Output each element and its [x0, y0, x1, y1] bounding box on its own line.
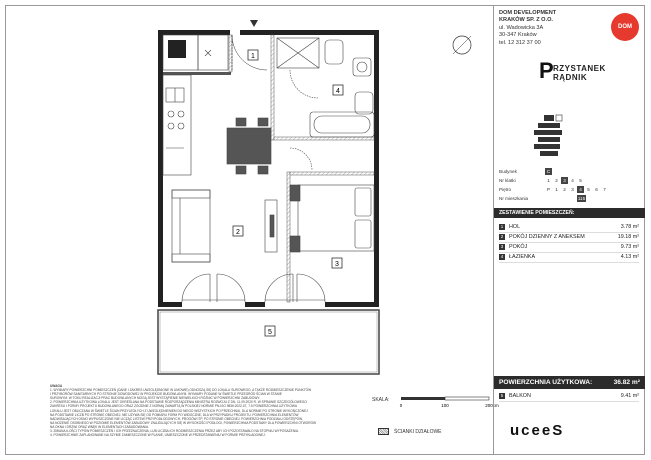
balcony [158, 310, 379, 374]
building-value: C [546, 169, 551, 174]
room-number: 1 [500, 224, 504, 229]
unit-value: 115 [577, 196, 586, 201]
legal-notes [50, 384, 355, 437]
developer-phone: tel. 12 312 37 00 [499, 39, 541, 46]
room-number: 4 [500, 254, 504, 259]
floor-option: 7 [603, 187, 606, 192]
room-name: POKÓJ [509, 244, 528, 250]
balcony-name: BALKON [509, 393, 531, 399]
developer-address-2: 30-347 Kraków [499, 32, 537, 39]
building-key-plan [524, 113, 584, 163]
floor-option: P [546, 187, 551, 192]
unit-row [499, 195, 639, 203]
stairwell-option: 5 [579, 178, 582, 183]
walls-legend [378, 428, 442, 435]
stairwell-row [499, 177, 639, 185]
notes-heading: UWAGA [50, 384, 63, 388]
plan-label-2: 2 [236, 229, 240, 236]
room-area: 3.78 m² [620, 224, 639, 230]
room-number: 2 [500, 234, 504, 239]
rooms-title: ZESTAWIENIE POMIESZCZEŃ: [494, 208, 645, 218]
notes-line: SUROWYM. W TOKU REALIZACJI PRAC BUDOWLANYCH MOGĄ JEST WYSTĄPIENIE NIEWIELKICH RÓŻNIC W POWIERZCHNI ZABUDOWY. [50, 396, 260, 401]
scale-tick-0: 0 [399, 403, 403, 408]
developer-logo: DOM [611, 13, 639, 41]
developer-info [499, 10, 556, 47]
notes-line: NA NOŻENIE OSOBNEGO W POZIOMIE ELEMENTÓW ZABUDOWY ZNAJDUJĄCYCH SIĘ W WYSOKOŚCI PODŁOGI, POWIERZCHNIA PODSTAWY DLA POWIERZCHNI OTWORÓW [50, 420, 317, 425]
notes-line: 4. POWIERZCHNIE ZAPLANOWANE NA SZYBIE ZAMIESZCZONE W PLANIE, UMIESZCZONE W PRZEDSTAWIENIU W FORMIE PRZYKŁADOWEJ. [50, 433, 266, 438]
notes-line: 3. ZMIANA ILOŚCI TYPÓW POMIESZCZEŃ I ICH PRZEZNACZENIA, LUB LICZBA ICH ROZMIESZCZENIA PRZEZ ABY ICH POZOSTAWAŁO NA STOPNIU WYPOSAŻENIA. [50, 429, 299, 434]
room-name: POKÓJ DZIENNY Z ANEKSEM [509, 234, 585, 240]
room-area: 4.13 m² [620, 254, 639, 260]
scale-tick-200: 200cm [485, 403, 499, 408]
stairwell-option: 4 [571, 178, 574, 183]
balcony-row [499, 392, 639, 402]
plan-label-5: 5 [268, 329, 272, 336]
unit-label: Nr mieszkania [499, 196, 529, 201]
floor-label: Piętro [499, 187, 512, 192]
scale-graphic [396, 395, 506, 409]
floor-option: 2 [563, 187, 566, 192]
plan-label-4: 4 [336, 88, 340, 95]
floor-option-selected: 4 [577, 186, 584, 193]
hatch-swatch [378, 428, 389, 435]
bed [290, 185, 374, 252]
usable-area [494, 376, 645, 389]
notes-line: NADWISAJĄCYCH OKNO WYPUSZCZONE NIE LICZĄC LISTEW PRZYPODŁOGOWYCH, PROGÓW ITP. PO STRONIE OBECNEJ. POWIERZCHNIA PODZIAŁU ODSTĘPÓW, [50, 416, 303, 421]
walls-legend-label: ŚCIANKI DZIAŁOWE [394, 428, 442, 435]
notes-line: I PRZYBORÓW SANITARNYCH PO STRONIE DOWODOWEJ W PROJEKCIE BUDOWLANYM. WYMIARY PODANE W ŚWIETLE PRZEGRÓD ŚCIAN W STANIE [50, 392, 282, 397]
entrance-marker [232, 20, 267, 70]
bathroom-fixtures [277, 38, 374, 137]
notes-line: 1. WYMIARY POWIERZCHNI POMIESZCZEŃ (DANE I ZAKRES UWZGLĘDNIONE W UMOWIE) ODNOSZĄ SIĘ DO LOKALU SUROWEGO, A TAKŻE ROZMIESZCZENIE PUNKTÓW [50, 388, 312, 393]
room-row [499, 233, 639, 243]
balcony-area: 9.41 m² [620, 393, 639, 399]
scale-label: SKALA: [372, 397, 390, 403]
compass-icon [453, 36, 471, 54]
usable-area-value: 36.82 m² [613, 379, 640, 386]
notes-line: NA OKNA I DRZWI ORAZ WNĘK W ELEMENTACH ZABUDOWANIA. [50, 424, 149, 429]
plan-label-3: 3 [335, 261, 339, 268]
tv-unit [265, 200, 277, 252]
stairwell-option-selected: 3 [561, 177, 568, 184]
notes-line: NA PODSTAWIE LICZB PO STRONIE OBECNEJ. NIE UŻYWA SIĘ OD POMIARU FORM PO WIDOCZNE, DLA W PRZYPADKU PROJEKTU. POWIERZCHNIA ELEMENTÓW [50, 412, 299, 417]
plan-label-1: 1 [251, 53, 255, 60]
stairwell-label: Nr klatki [499, 178, 516, 183]
info-panel [493, 5, 645, 455]
balcony-number: 5 [500, 393, 504, 398]
floor-option: 5 [587, 187, 590, 192]
room-name: ŁAZIENKA [509, 254, 536, 260]
dining-set [227, 118, 271, 174]
room-number: 3 [500, 244, 504, 249]
notes-line: ZAKRESU I FORMY PROJEKTU BUDOWLANEGO ORAZ ZGODNIE Z NORMĄ ZAWARTĄ W POLSKIEJ NORMIE PN-ISO 9836:2022-07, 7.5 POWIERZCHNIA UŻYTKOWA [50, 404, 297, 409]
notes-line: 2. POWIERZCHNIA UŻYTKOWA LOKALU JEST OKREŚLANA NA PODSTAWIE ROZPORZĄDZENIA MINISTRA ROZWOJU Z DN. 11.09.2020 R. W SPRAWIE SZCZEGÓŁOWEGO [50, 400, 307, 405]
investment-name-2: RĄDNIK [553, 73, 588, 82]
floor-option: 1 [555, 187, 558, 192]
ucees-logo: uceeS [510, 422, 565, 439]
notes-line: LOKALU JEST OBLICZANA W ŚWIETLE ŚCIAN PRZYLEGŁYCH Z UWZGLĘDNIENIEM DO NIEGO WSZYSTKICH PO PRZECHNIU, DLA NORMIE PO STRONIE WYKOŃCZONEJ [50, 408, 308, 413]
room-row [499, 243, 639, 253]
developer-address-1: ul. Wadowicka 3A [499, 24, 544, 31]
stairwell-option: 2 [555, 178, 558, 183]
scale-tick-100: 100 [441, 403, 449, 408]
scale-bar [372, 397, 499, 408]
balcony-doors [182, 148, 325, 302]
wardrobe-dark [168, 40, 186, 58]
building-row [499, 168, 639, 176]
investment-logo-letter: P [539, 58, 554, 83]
usable-area-label: POWIERZCHNIA UŻYTKOWA: [499, 379, 593, 386]
developer-name-1: DOM DEVELOPMENT [499, 10, 557, 16]
stairwell-option: 1 [547, 178, 550, 183]
developer-name-2: KRAKÓW SP. Z O.O. [499, 17, 553, 24]
room-row [499, 223, 639, 233]
floor-row [499, 186, 639, 194]
room-name: HOL [509, 224, 521, 230]
floor-option: 6 [595, 187, 598, 192]
room-area: 19.18 m² [617, 234, 639, 240]
room-area: 9.73 m² [620, 244, 639, 250]
room-row [499, 253, 639, 263]
floor-option: 3 [571, 187, 574, 192]
building-label: Budynek [499, 169, 517, 174]
sofa [172, 190, 210, 262]
investment-name-1: RZYSTANEK [553, 64, 606, 73]
kitchen-counter [163, 75, 191, 175]
